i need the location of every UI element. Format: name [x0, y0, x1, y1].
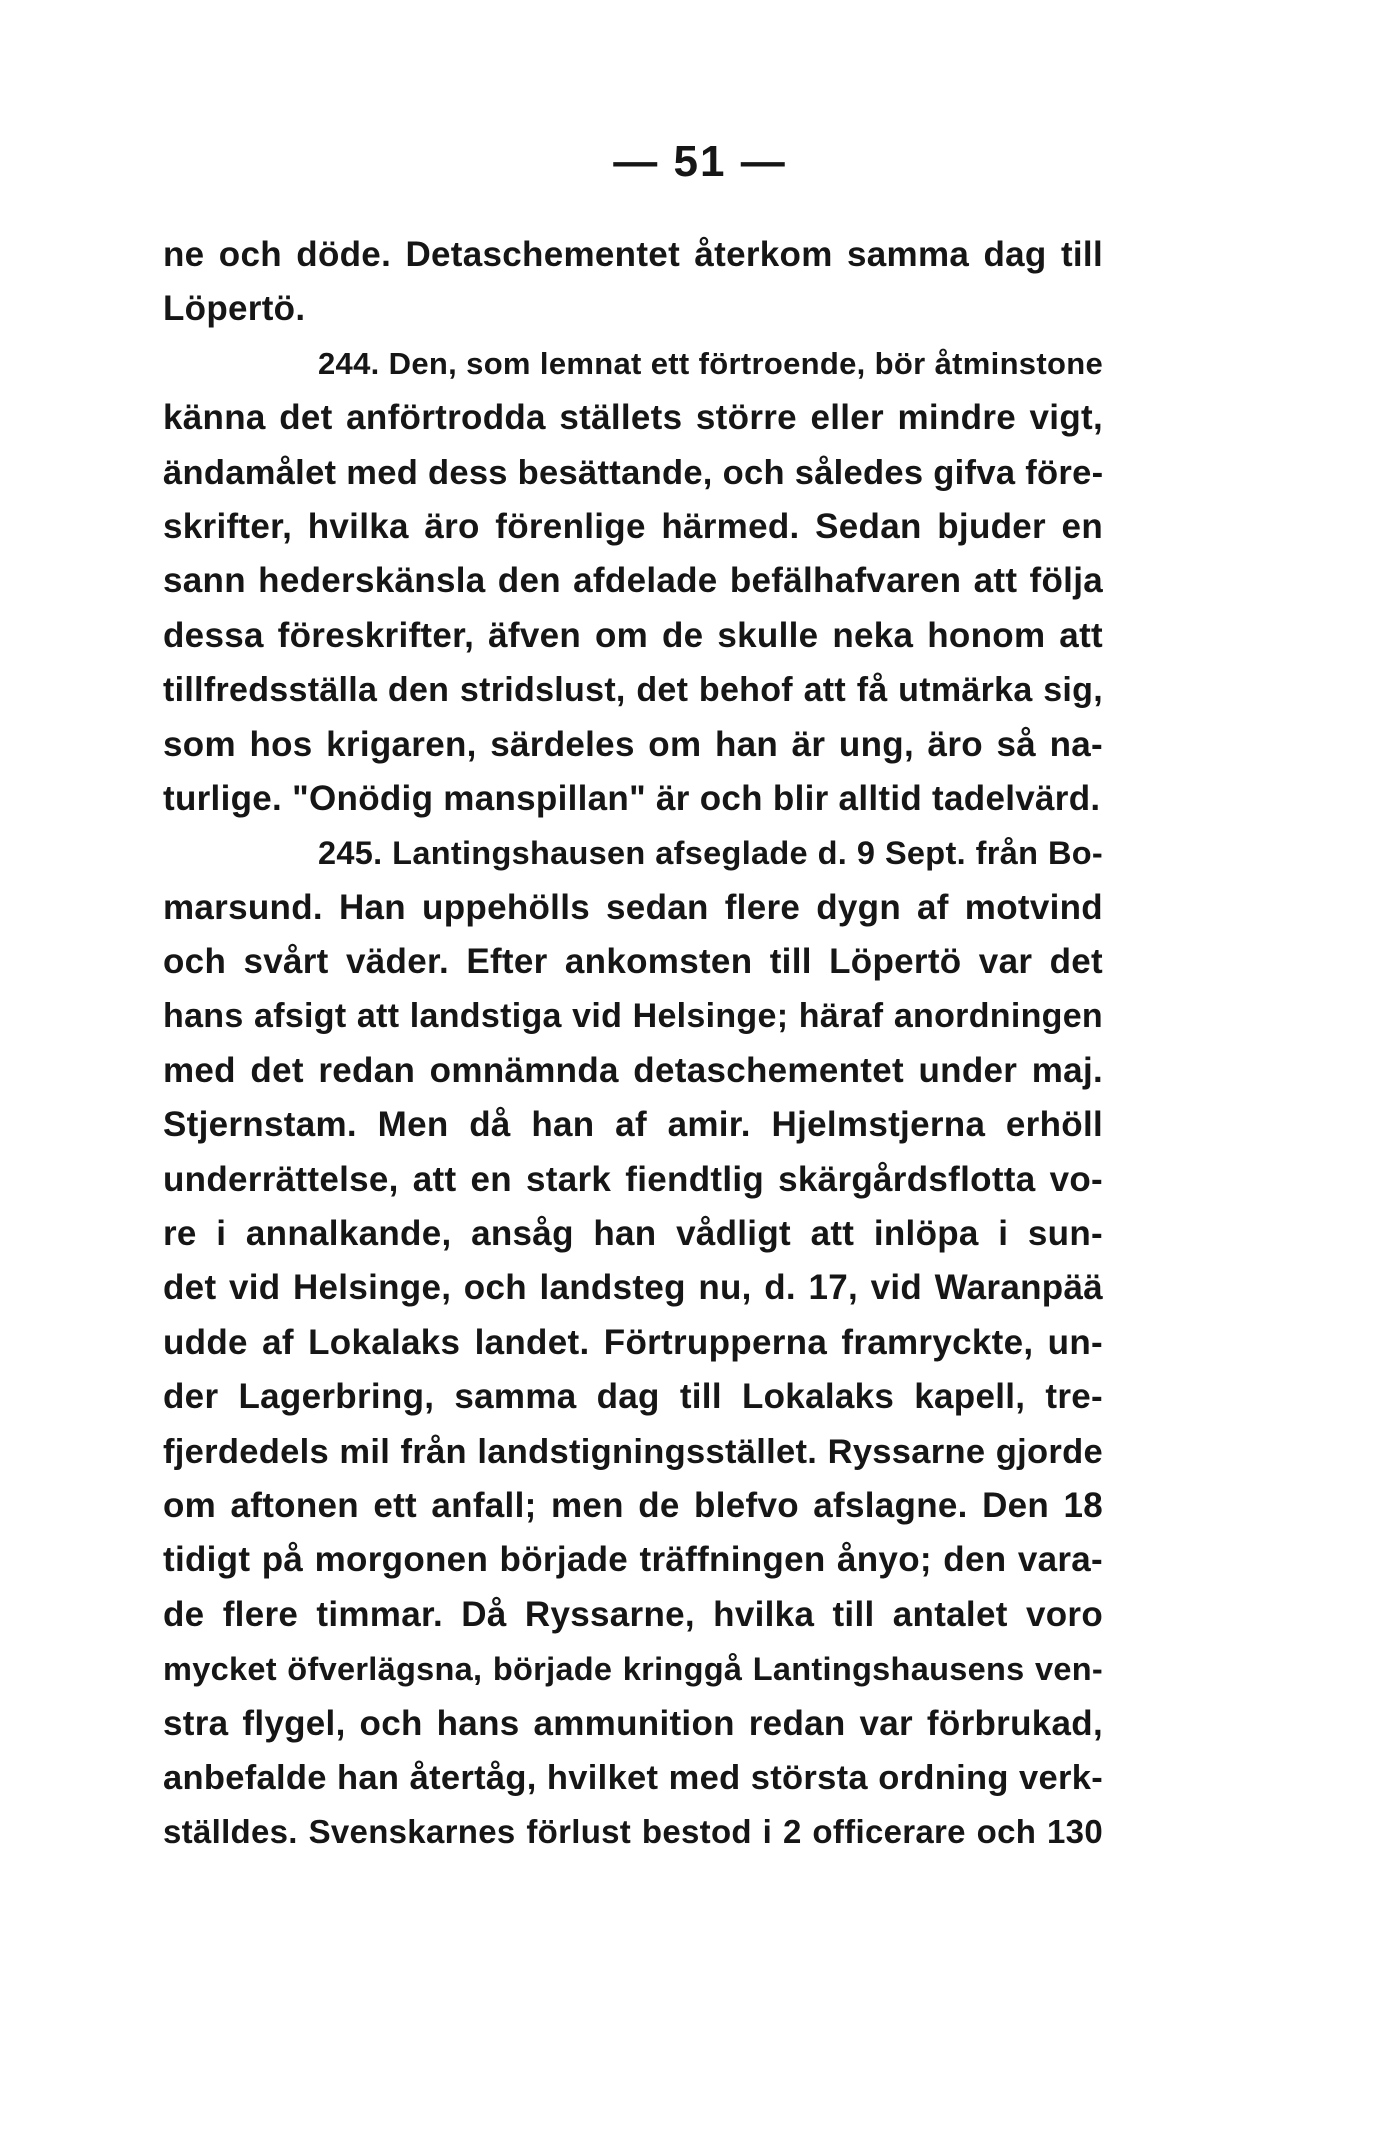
text-line: mycket öfverlägsna, började kringgå Lantingshausens ven-	[163, 1651, 1103, 1688]
text-line: Stjernstam. Men då han af amir. Hjelmstjerna erhöll	[163, 1105, 1103, 1145]
text-line: som hos krigaren, särdeles om han är ung, äro så na-	[163, 724, 1103, 764]
text-line: om aftonen ett anfall; men de blefvo afslagne. Den 18	[163, 1485, 1103, 1525]
text-line: ställdes. Svenskarnes förlust bestod i 2 officerare och 130	[163, 1813, 1103, 1851]
text-line: dessa föreskrifter, äfven om de skulle neka honom att	[163, 615, 1103, 655]
text-line: udde af Lokalaks landet. Förtrupperna framryckte, un-	[163, 1322, 1103, 1362]
text-line: anbefalde han återtåg, hvilket med största ordning verk-	[163, 1758, 1103, 1797]
body-text	[163, 228, 1103, 1860]
text-line: Löpertö.	[163, 289, 306, 329]
text-line: tillfredsställa den stridslust, det behof att få utmärka sig,	[163, 671, 1103, 710]
text-line: marsund. Han uppehölls sedan flere dygn af motvind	[163, 887, 1103, 927]
text-line: känna det anförtrodda ställets större eller mindre vigt,	[163, 398, 1103, 438]
page-number-header: — 51 —	[613, 137, 787, 186]
text-line: med det redan omnämnda detaschementet under maj.	[163, 1050, 1103, 1090]
text-line: och svårt väder. Efter ankomsten till Löpertö var det	[163, 942, 1103, 982]
text-line: underrättelse, att en stark fiendtlig skärgårdsflotta vo-	[163, 1159, 1103, 1199]
text-line: det vid Helsinge, och landsteg nu, d. 17, vid Waranpää	[163, 1268, 1103, 1308]
text-line: de flere timmar. Då Ryssarne, hvilka till antalet voro	[163, 1594, 1103, 1634]
text-line: tidigt på morgonen började träffningen ånyo; den vara-	[163, 1540, 1103, 1580]
text-line: turlige. "Onödig manspillan" är och blir alltid tadelvärd.	[163, 778, 1101, 818]
text-line: ändamålet med dess besättande, och således gifva före-	[163, 453, 1104, 492]
text-line: stra flygel, och hans ammunition redan var förbrukad,	[163, 1703, 1103, 1743]
text-line: 244. Den, som lemnat ett förtroende, bör åtminstone	[318, 345, 1103, 381]
text-line: der Lagerbring, samma dag till Lokalaks kapell, tre-	[163, 1377, 1103, 1417]
text-line: 245. Lantingshausen afseglade d. 9 Sept. från Bo-	[318, 835, 1103, 872]
text-line: sann hederskänsla den afdelade befälhafvaren att följa	[163, 561, 1103, 601]
text-line: skrifter, hvilka äro förenlige härmed. Sedan bjuder en	[163, 506, 1103, 546]
text-line: hans afsigt att landstiga vid Helsinge; häraf anordningen	[163, 997, 1103, 1036]
text-line: fjerdedels mil från landstigningsstället. Ryssarne gjorde	[163, 1432, 1103, 1471]
text-line: re i annalkande, ansåg han vådligt att inlöpa i sun-	[163, 1214, 1103, 1254]
text-line: ne och döde. Detaschementet återkom samma dag till	[163, 235, 1103, 274]
